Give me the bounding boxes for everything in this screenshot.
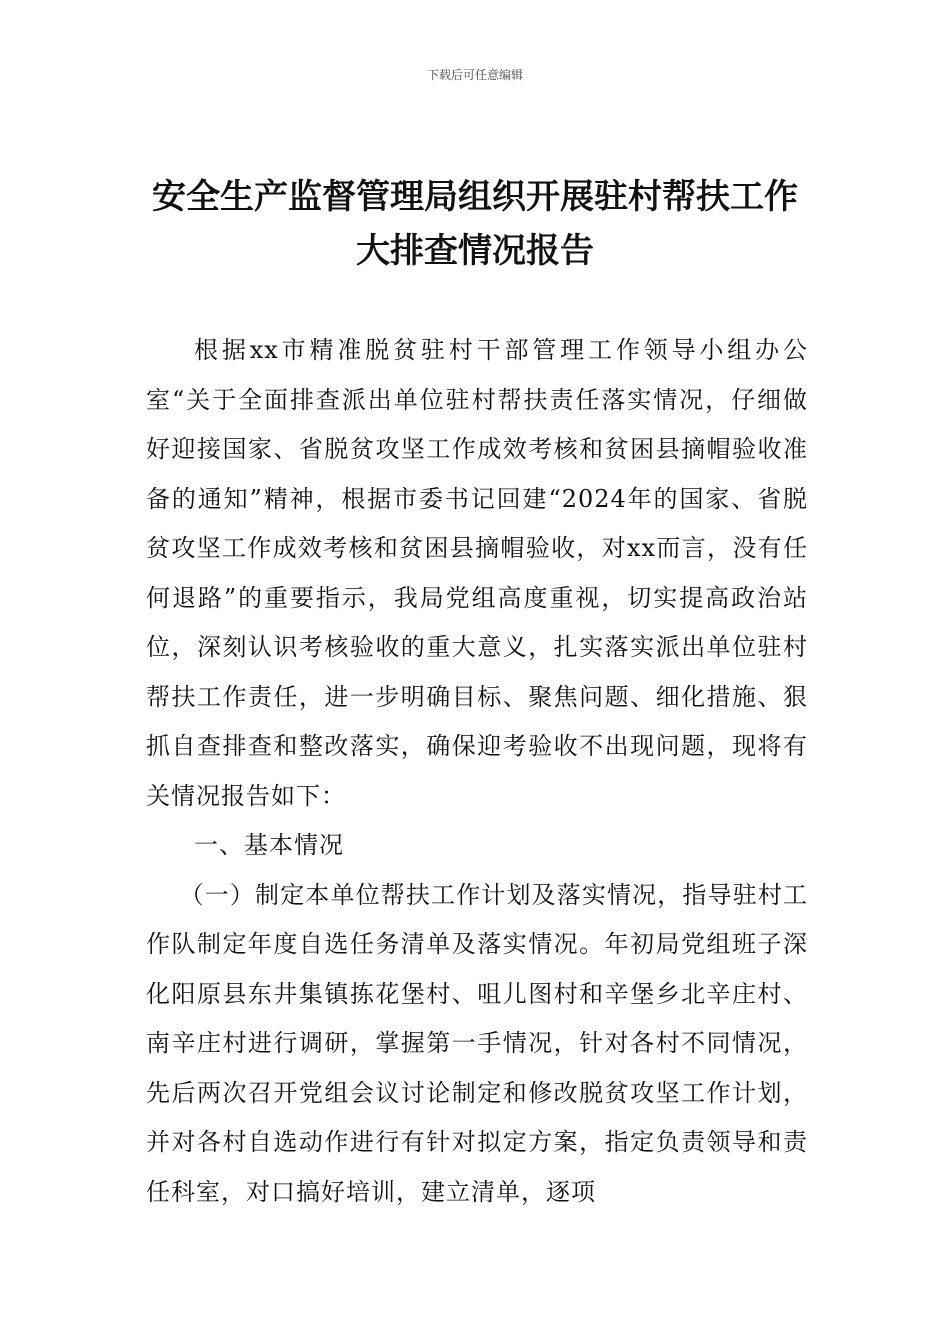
- document-body: [146, 326, 808, 1217]
- document-title: 安全生产监督管理局组织开展驻村帮扶工作大排查情况报告: [152, 177, 798, 271]
- body-paragraph-subsection-1: （一）制定本单位帮扶工作计划及落实情况，指导驻村工作队制定年度自选任务清单及落实情况。年初局党组班子深化阳原县东井集镇拣花堡村、咀儿图村和辛堡乡北辛庄村、南辛庄村进行调研，掌握第一手情况，针对各村不同情况，先后两次召开党组会议讨论制定和修改脱贫攻坚工作计划，并对各村自选动作进行有针对拟定方案，指定负责领导和责任科室，对口搞好培训，建立清单，逐项: [146, 880, 808, 1206]
- page-header-note: 下载后可任意编辑: [426, 68, 523, 82]
- section-heading-basic-situation: 一、基本情况: [194, 831, 344, 859]
- body-paragraph-intro: 根据xx市精准脱贫驻村干部管理工作领导小组办公室“关于全面排查派出单位驻村帮扶责任落实情况，仔细做好迎接国家、省脱贫攻坚工作成效考核和贫困县摘帽验收准备的通知”精神，根据市委书记回建“2024年的国家、省脱贫攻坚工作成效考核和贫困县摘帽验收，对xx而言，没有任何退路”的重要指示，我局党组高度重视，切实提高政治站位，深刻认识考核验收的重大意义，扎实落实派出单位驻村帮扶工作责任，进一步明确目标、聚焦问题、细化措施、狠抓自查排查和整改落实，确保迎考验收不出现问题，现将有关情况报告如下：: [146, 336, 808, 810]
